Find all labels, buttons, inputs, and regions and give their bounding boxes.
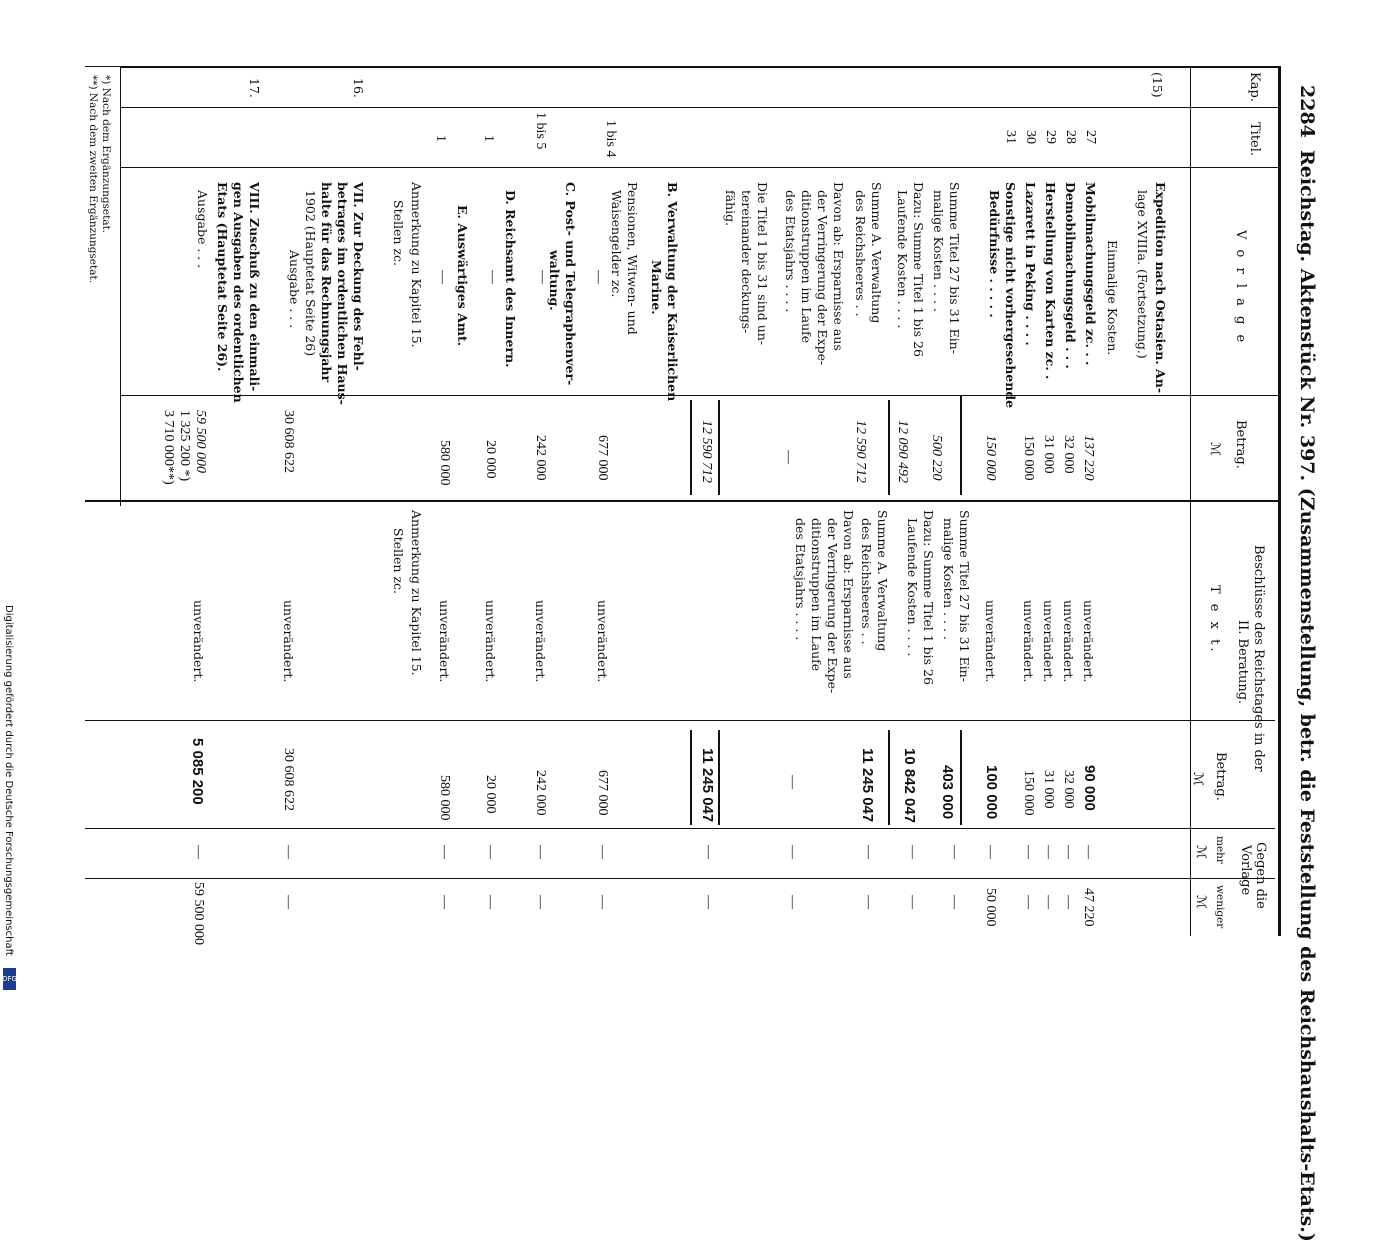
sum-titel-note: Die Titel 1 bis 31 sind un- bbox=[755, 182, 770, 346]
col-gegen: Gegen die bbox=[1253, 842, 1268, 909]
sum-rule-4 bbox=[888, 730, 890, 825]
sum-laufend-cont: Laufende Kosten . . . . bbox=[895, 190, 910, 329]
dash: — bbox=[785, 845, 800, 859]
row-mehr: — bbox=[1081, 845, 1096, 859]
footnote-1: *) Nach dem Ergänzungsetat. bbox=[100, 75, 112, 234]
col-kap: Kap. bbox=[1247, 72, 1262, 102]
col-mark: ℳ bbox=[1207, 442, 1222, 456]
kap17-text-3: Etats (Hauptetat Seite 26). bbox=[215, 182, 230, 372]
row-weniger: — bbox=[1041, 895, 1056, 909]
section-c: C. Post- und Telegraphenver- bbox=[563, 182, 578, 386]
kap17-value-1: 59 500 000 bbox=[193, 410, 208, 473]
left-border bbox=[120, 66, 121, 506]
row-betrag2: 32 000 bbox=[1061, 770, 1076, 809]
sum-laufend-b: Dazu: Summe Titel 1 bis 26 bbox=[921, 510, 936, 685]
sum-einmalig-b: Summe Titel 27 bis 31 Ein- bbox=[957, 510, 972, 682]
sum-rule-5 bbox=[718, 400, 720, 495]
row-betrag: 32 000 bbox=[1061, 435, 1076, 474]
dash: — bbox=[947, 845, 962, 859]
mehr-weniger-divider bbox=[85, 878, 1275, 879]
row-text: Expedition nach Ostasien. An- bbox=[1153, 182, 1168, 394]
sum-einmalig-value: 500 220 bbox=[929, 435, 944, 481]
row-weniger: 50 000 bbox=[983, 888, 998, 927]
dash: — bbox=[533, 845, 548, 859]
kap16-text-3: halte für das Rechnungsjahr bbox=[319, 182, 334, 383]
dash: — bbox=[947, 895, 962, 909]
col-mehr: mehr bbox=[1214, 836, 1226, 864]
row-dash: — bbox=[435, 270, 450, 284]
kap16-text-2: betrages im ordentlichen Haus- bbox=[335, 182, 350, 405]
kap16-betrag: 30 608 622 bbox=[281, 410, 296, 473]
row-mehr: — bbox=[1021, 845, 1036, 859]
col-mark4: ℳ bbox=[1193, 895, 1208, 909]
sum-rule-3 bbox=[888, 400, 890, 495]
row-text: Pensionen, Witwen- und bbox=[625, 182, 640, 335]
row-betrag2: 242 000 bbox=[533, 770, 548, 816]
sum-laufend: Dazu: Summe Titel 1 bis 26 bbox=[911, 182, 926, 357]
row-betrag: 150 000 bbox=[983, 435, 998, 481]
row-dash: — bbox=[535, 270, 550, 284]
dash: — bbox=[861, 895, 876, 909]
row-titel: 27 bbox=[1083, 130, 1098, 144]
kap17-weniger: 59 500 000 bbox=[191, 882, 206, 945]
kap17-betrag2: 5 085 200 bbox=[189, 738, 206, 805]
anmerkung-b-cont: Stellen zc. bbox=[391, 528, 406, 594]
row-betrag: 150 000 bbox=[1021, 435, 1036, 481]
row-betrag2: 20 000 bbox=[483, 775, 498, 814]
sum-davon-b: Davon ab: Ersparnisse aus bbox=[841, 510, 856, 679]
row-mehr: — bbox=[1041, 845, 1056, 859]
kap16-betrag2: 30 608 622 bbox=[281, 748, 296, 811]
section-e: E. Auswärtiges Amt. bbox=[455, 205, 470, 347]
row-betrag2: 677 000 bbox=[595, 770, 610, 816]
col-beratung: II. Beratung. bbox=[1235, 620, 1250, 705]
sum-rule-7 bbox=[718, 730, 720, 825]
row-beschl: unverändert. bbox=[1021, 600, 1036, 683]
table-top-border bbox=[120, 66, 1280, 68]
anmerkung-cont: Stellen zc. bbox=[391, 200, 406, 266]
row-beschl: unverändert. bbox=[533, 600, 548, 683]
col-betrag: Betrag. bbox=[1233, 420, 1248, 469]
text-betrag-divider bbox=[85, 720, 1275, 721]
kap16-beschl: unverändert. bbox=[281, 600, 296, 683]
dash: — bbox=[701, 895, 716, 909]
kap16-number: 16. bbox=[351, 78, 366, 98]
kap-col-divider bbox=[120, 107, 1280, 108]
page-title: Reichstag. Aktenstück Nr. 397. (Zusammenstellung, betr. die Feststellung des Reichshaushalts-Etats.) bbox=[1296, 150, 1318, 1242]
row-weniger: 47 220 bbox=[1081, 888, 1096, 927]
kap16-text-5: Ausgabe . . . bbox=[287, 250, 302, 329]
sum-einmalig: Summe Titel 27 bis 31 Ein- bbox=[947, 182, 962, 354]
row-text-cont: lage XVIIIa. (Fortsetzung.) bbox=[1135, 190, 1150, 359]
sum-einmalig-b-cont: malige Kosten . . . . bbox=[941, 518, 956, 640]
footnote-2: **) Nach dem zweiten Ergänzungsetat. bbox=[87, 75, 99, 284]
sum-davon-b-cont2: ditionstruppen im Laufe bbox=[809, 518, 824, 672]
row-mehr: — bbox=[1061, 845, 1076, 859]
sum-rule-8 bbox=[690, 730, 692, 825]
kap17-text: VIII. Zuschuß zu den einmali- bbox=[247, 182, 262, 392]
kap17-number: 17. bbox=[247, 78, 262, 98]
row-text: Lazarett in Peking . . . . bbox=[1023, 182, 1038, 346]
dash: — bbox=[701, 845, 716, 859]
col-betrag2: Betrag. bbox=[1213, 752, 1228, 801]
sum-a-cont: des Reichsheeres . . bbox=[853, 190, 868, 317]
sum-rule-6 bbox=[690, 400, 692, 495]
col-vorlage2: Vorlage bbox=[1238, 845, 1253, 896]
sum-laufend-b-cont: Laufende Kosten . . . . bbox=[905, 518, 920, 657]
sum-laufend-b-value: 10 842 047 bbox=[901, 748, 918, 824]
sum-davon-cont2: ditionstruppen im Laufe bbox=[799, 190, 814, 344]
kap17-value-2: 1 325 200 *) bbox=[177, 410, 192, 482]
row-beschl: unverändert. bbox=[1081, 600, 1096, 683]
kap17-text-4: Ausgabe . . . bbox=[195, 190, 210, 269]
col-mark3: ℳ bbox=[1193, 845, 1208, 859]
row-betrag2: 31 000 bbox=[1041, 770, 1056, 809]
row-weniger: — bbox=[1021, 895, 1036, 909]
sum-a-value: 12 590 712 bbox=[853, 420, 868, 483]
row-beschl: unverändert. bbox=[1041, 600, 1056, 683]
sum-rule bbox=[960, 400, 962, 495]
sum-total-b-value: 11 245 047 bbox=[699, 748, 716, 823]
vorlage-beschl-divider bbox=[85, 500, 1280, 502]
dash: — bbox=[281, 895, 296, 909]
dash: — bbox=[483, 895, 498, 909]
row-titel: 1 bis 5 bbox=[533, 112, 548, 150]
row-text: Einmalige Kosten. bbox=[1105, 240, 1120, 356]
kap17-beschl: unverändert. bbox=[191, 600, 206, 683]
digitization-note: Digitalisierung gefördert durch die Deutsche Forschungsgemeinschaft bbox=[3, 605, 14, 956]
row-text-cont: Bedürfnisse . . . . . bbox=[987, 190, 1002, 318]
anmerkung: Anmerkung zu Kapitel 15. bbox=[409, 182, 424, 348]
kap16-text-4: 1902 (Hauptetat Seite 26) bbox=[303, 190, 318, 357]
section-c-cont: waltung. bbox=[547, 250, 562, 311]
sum-davon-cont3: des Etatsjahrs . . . . bbox=[783, 190, 798, 313]
sum-davon-value: — bbox=[781, 450, 796, 464]
row-text: Herstellung von Karten zc. . bbox=[1043, 182, 1058, 380]
kap17-value-3: 3 710 000**) bbox=[161, 410, 176, 485]
dash: — bbox=[437, 845, 452, 859]
row-text: Demobilmachungsgeld . . . bbox=[1063, 182, 1078, 369]
row-betrag: 580 000 bbox=[437, 440, 452, 486]
row-dash: — bbox=[485, 270, 500, 284]
row-text: Sonstige nicht vorhergesehende bbox=[1003, 182, 1018, 409]
row-titel: 30 bbox=[1023, 130, 1038, 144]
sum-titel-note-cont2: fähig. bbox=[723, 190, 738, 227]
titel-col-divider bbox=[120, 167, 1280, 168]
col-mark2: ℳ bbox=[1190, 772, 1205, 786]
sum-a-b-value: 11 245 047 bbox=[859, 748, 876, 823]
kap17-mehr: — bbox=[191, 845, 206, 859]
row-beschl: unverändert. bbox=[983, 600, 998, 683]
row-betrag2: 580 000 bbox=[437, 775, 452, 821]
sum-rule-2 bbox=[960, 730, 962, 825]
dash: — bbox=[905, 895, 920, 909]
dash: — bbox=[483, 845, 498, 859]
page-number: 2284 bbox=[1296, 85, 1318, 138]
sum-laufend-value: 12 090 492 bbox=[895, 420, 910, 483]
betrag-mehr-divider bbox=[85, 828, 1275, 829]
dash: — bbox=[437, 895, 452, 909]
dash: — bbox=[595, 845, 610, 859]
sum-davon-b-cont1: der Verringerung der Expe- bbox=[825, 518, 840, 694]
row-titel: 31 bbox=[1003, 130, 1018, 144]
row-text: Mobilmachungsgeld zc. . . bbox=[1083, 182, 1098, 366]
dash: — bbox=[785, 895, 800, 909]
dash: — bbox=[861, 845, 876, 859]
row-titel: 29 bbox=[1043, 130, 1058, 144]
sum-a: Summe A. Verwaltung bbox=[869, 182, 884, 324]
row-dash: — bbox=[591, 270, 606, 284]
dash: — bbox=[533, 895, 548, 909]
row-beschl: unverändert. bbox=[483, 600, 498, 683]
row-betrag: 677 000 bbox=[595, 435, 610, 481]
section-b: B. Verwaltung der Kaiserlichen bbox=[665, 182, 680, 402]
row-beschl: unverändert. bbox=[595, 600, 610, 683]
anmerkung-b: Anmerkung zu Kapitel 15. bbox=[409, 510, 424, 676]
dfg-logo: DFG bbox=[3, 968, 16, 990]
row-mehr: — bbox=[983, 845, 998, 859]
sum-einmalig-cont: malige Kosten . . . . bbox=[931, 190, 946, 312]
col-vorlage: V o r l a g e bbox=[1233, 230, 1248, 346]
row-titel: 1 bis 4 bbox=[603, 120, 618, 158]
dash: — bbox=[281, 845, 296, 859]
col-text: T e x t. bbox=[1207, 585, 1222, 655]
sum-davon-b-value: — bbox=[785, 775, 800, 789]
dash: — bbox=[595, 895, 610, 909]
sum-a-b-cont: des Reichsheeres . . bbox=[859, 518, 874, 645]
row-weniger: — bbox=[1061, 895, 1076, 909]
sum-davon: Davon ab: Ersparnisse aus bbox=[831, 182, 846, 351]
col-titel: Titel. bbox=[1247, 122, 1262, 157]
row-beschl: unverändert. bbox=[437, 600, 452, 683]
row-betrag2: 90 000 bbox=[1081, 765, 1098, 811]
kap16-text: VII. Zur Deckung des Fehl- bbox=[351, 182, 366, 371]
kap17-text-2: gen Ausgaben des ordentlichen bbox=[231, 182, 246, 403]
row-betrag: 31 000 bbox=[1041, 435, 1056, 474]
row-titel: 1 bbox=[433, 135, 448, 142]
row-beschl: unverändert. bbox=[1061, 600, 1076, 683]
row-betrag2: 150 000 bbox=[1021, 770, 1036, 816]
row-text-cont: Waisengelder zc. bbox=[609, 190, 624, 298]
row-kap: (15) bbox=[1150, 72, 1165, 98]
footnote-rule bbox=[85, 66, 120, 67]
row-betrag: 242 000 bbox=[533, 435, 548, 481]
row-titel: 28 bbox=[1063, 130, 1078, 144]
row-betrag: 137 220 bbox=[1081, 435, 1096, 481]
section-d: D. Reichsamt des Innern. bbox=[503, 190, 518, 368]
row-betrag: 20 000 bbox=[483, 440, 498, 479]
row-titel: 1 bbox=[481, 135, 496, 142]
col-weniger: weniger bbox=[1214, 885, 1226, 929]
sum-a-b: Summe A. Verwaltung bbox=[875, 510, 890, 652]
sum-davon-b-cont3: des Etatsjahrs . . . . bbox=[793, 518, 808, 641]
row-betrag2: 100 000 bbox=[983, 765, 1000, 820]
sum-einmalig-b-value: 403 000 bbox=[939, 765, 956, 820]
col-beschluesse: Beschlüsse des Reichstages in der bbox=[1251, 545, 1266, 772]
sum-total-value: 12 590 712 bbox=[699, 420, 714, 483]
vorlage-col-divider bbox=[120, 395, 1280, 396]
section-b-cont: Marine. bbox=[649, 260, 664, 315]
dash: — bbox=[905, 845, 920, 859]
sum-davon-cont1: der Verringerung der Expe- bbox=[815, 190, 830, 366]
sum-titel-note-cont1: tereinander deckungs- bbox=[739, 190, 754, 334]
